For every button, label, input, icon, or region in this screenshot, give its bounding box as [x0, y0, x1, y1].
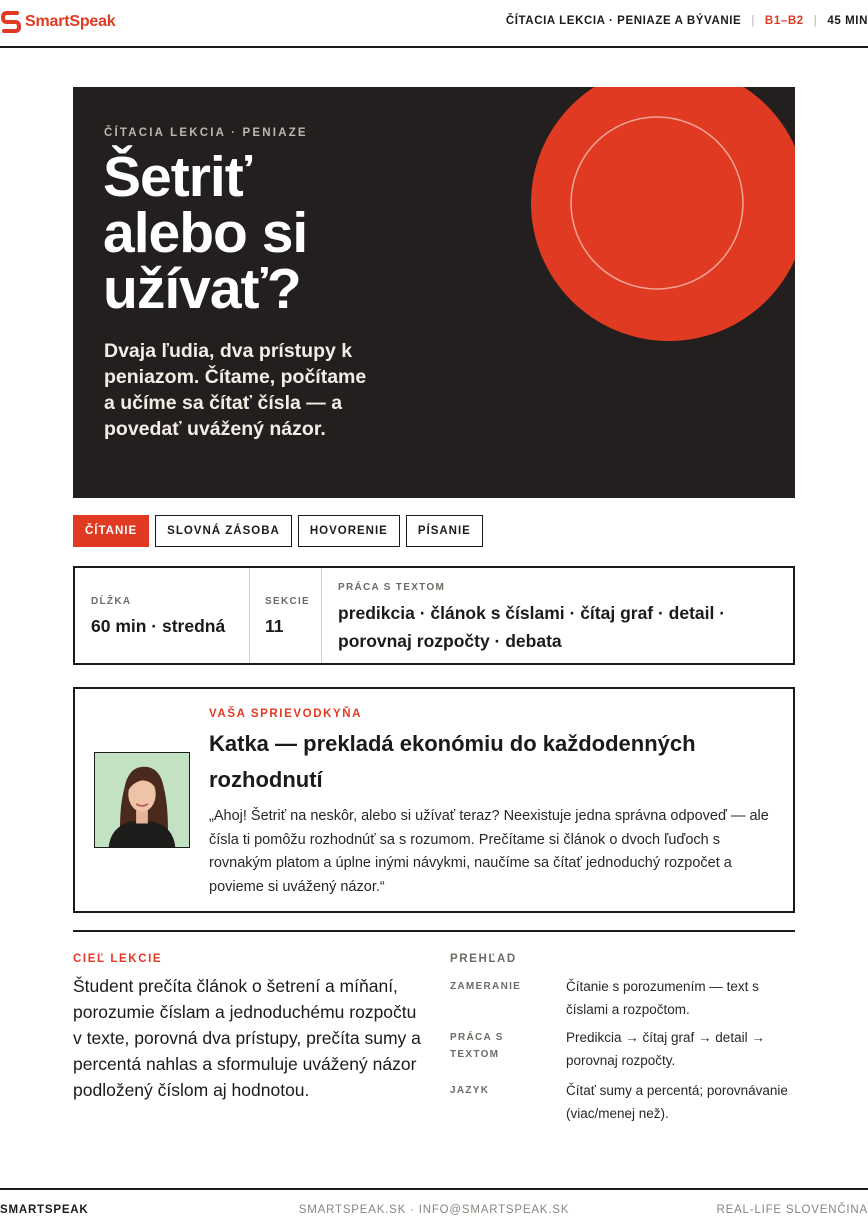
stat-label: SEKCIE — [265, 596, 311, 607]
overview-key: ZAMERANIE — [450, 981, 522, 992]
tab-hovorenie[interactable]: HOVORENIE — [298, 515, 400, 547]
tab-citanie[interactable]: ČÍTANIE — [73, 515, 149, 547]
section-divider — [73, 930, 795, 932]
title-line: alebo si — [103, 201, 308, 265]
tab-slovna-zasoba[interactable]: SLOVNÁ ZÁSOBA — [155, 515, 292, 547]
top-bar — [0, 0, 868, 48]
overview-row-language — [450, 1080, 795, 1125]
footer-brand: SMARTSPEAK — [0, 1204, 89, 1216]
overview-value: Predikcia → čítaj graf → detail → porovnaj rozpočty. — [566, 1030, 765, 1068]
duration-label: 45 MIN — [827, 15, 868, 27]
hero-kicker: ČÍTACIA LEKCIA · PENIAZE — [104, 127, 308, 139]
overview-title: PREHĽAD — [450, 953, 517, 965]
guide-card — [73, 687, 795, 913]
stat-value: 60 min · stredná — [91, 616, 226, 636]
stat-label: PRÁCA S TEXTOM — [338, 582, 446, 593]
goal-text: Študent prečíta článok o šetrení a míňaní, porozumie číslam a jednoduchému rozpočtu v texte, porovná dva prístupy, prečíta sumy a percentá nahlas a sformuluje uvážený názor podložený číslom aj hodnotou. — [73, 976, 421, 1100]
logo-text: SmartSpeak — [25, 13, 116, 30]
stat-length — [75, 568, 250, 663]
avatar — [94, 752, 190, 848]
overview-key: JAZYK — [450, 1085, 490, 1096]
title-line: užívať? — [103, 257, 301, 321]
stat-value: 11 — [265, 616, 284, 636]
lesson-category: ČÍTACIA LEKCIA · PENIAZE A BÝVANIE — [505, 15, 742, 27]
stat-label: DĹŽKA — [91, 596, 132, 607]
footer — [0, 1188, 868, 1228]
lesson-meta — [506, 15, 868, 27]
guide-kicker: VAŠA SPRIEVODKYŇA — [209, 708, 363, 720]
meta-separator: | — [751, 15, 755, 27]
hero-subtitle: Dvaja ľudia, dva prístupy k peniazom. Čítame, počítame a učíme sa čítať čísla — a povedať uvážený názor. — [104, 340, 367, 440]
guide-portrait-icon — [95, 753, 189, 847]
footer-tagline: REAL-LIFE SLOVENČINA — [716, 1204, 868, 1216]
goal-label: CIEĽ LEKCIE — [73, 953, 163, 965]
logo[interactable] — [0, 9, 116, 35]
hero-banner — [73, 87, 795, 498]
skill-tabs — [73, 515, 483, 547]
title-line: Šetriť — [103, 145, 252, 209]
overview-key: PRÁCA S TEXTOM — [450, 1032, 504, 1060]
overview-value: Čítanie s porozumením — text s číslami a rozpočtom. — [566, 979, 759, 1017]
overview-value: Čítať sumy a percentá; porovnávanie (viac/menej než). — [566, 1083, 788, 1121]
meta-separator: | — [813, 15, 818, 27]
overview-row-focus — [450, 976, 795, 1021]
guide-name: Katka — prekladá ekonómiu do každodenných rozhodnutí — [209, 731, 696, 792]
page-title — [103, 145, 423, 321]
guide-quote: „Ahoj! Šetriť na neskôr, alebo si užívať teraz? Neexistuje jedna správna odpoveď — ale čísla ti pomôžu rozhodnúť sa s rozumom. Prečítame si článok o dvoch ľuďoch s rovnakým platom a úplne inými návykmi, naučíme sa čítať jednoduchý rozpočet a povieme si uvážený názor.“ — [209, 808, 769, 895]
stat-value: predikcia · článok s číslami · čítaj graf · detail · porovnaj rozpočty · debata — [338, 603, 726, 651]
lesson-stats — [73, 566, 795, 665]
level-badge: B1–B2 — [764, 15, 804, 27]
stat-text-work — [322, 568, 793, 663]
overview-row-text-work — [450, 1027, 795, 1072]
tab-pisanie[interactable]: PÍSANIE — [406, 515, 483, 547]
smartspeak-logo-icon — [0, 9, 22, 35]
footer-contact[interactable]: SMARTSPEAK.SK · INFO@SMARTSPEAK.SK — [298, 1204, 570, 1216]
stat-sections — [250, 568, 322, 663]
